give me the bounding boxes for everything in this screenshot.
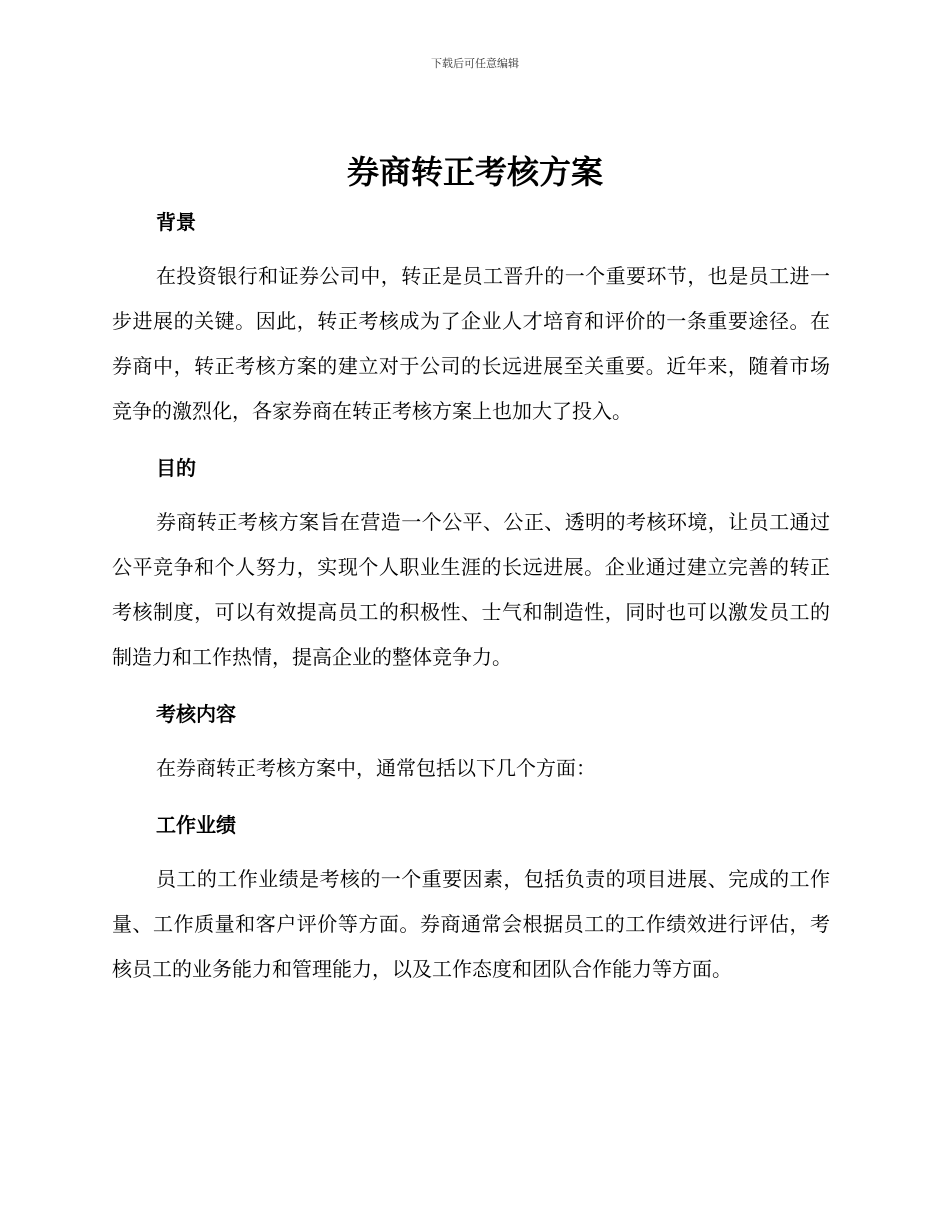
document-body: [112, 200, 830, 992]
section-heading-work-performance: 工作业绩: [156, 813, 236, 837]
section-paragraph-work-performance: 员工的工作业绩是考核的一个重要因素，包括负责的项目进展、完成的工作量、工作质量和客户评价等方面。券商通常会根据员工的工作绩效进行评估，考核员工的业务能力和管理能力，以及工作态度和团队合作能力等方面。: [112, 867, 830, 981]
section-heading-assessment-content: 考核内容: [156, 702, 236, 726]
page-header-note: 下载后可任意编辑: [431, 57, 519, 70]
section-heading-purpose: 目的: [156, 456, 196, 480]
section-paragraph-assessment-content: 在券商转正考核方案中，通常包括以下几个方面：: [156, 756, 596, 780]
section-paragraph-background: 在投资银行和证券公司中，转正是员工晋升的一个重要环节，也是员工进一步进展的关键。因此，转正考核成为了企业人才培育和评价的一条重要途径。在券商中，转正考核方案的建立对于公司的长远进展至关重要。近年来，随着市场竞争的激烈化，各家券商在转正考核方案上也加大了投入。: [112, 264, 830, 423]
section-heading-background: 背景: [156, 210, 196, 234]
section-paragraph-purpose: 券商转正考核方案旨在营造一个公平、公正、透明的考核环境，让员工通过公平竞争和个人努力，实现个人职业生涯的长远进展。企业通过建立完善的转正考核制度，可以有效提高员工的积极性、士气和制造性，同时也可以激发员工的制造力和工作热情，提高企业的整体竞争力。: [112, 510, 830, 669]
document-title: 券商转正考核方案: [346, 153, 603, 191]
